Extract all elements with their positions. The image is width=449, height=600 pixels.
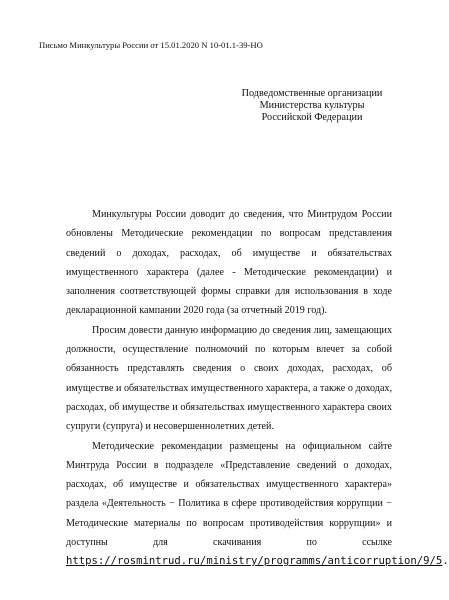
paragraph-3: Методические рекомендации размещены на официальном сайте Минтруда России в подразделе «Представление сведений о доходах, расходах, об имуществе и обязательствах имущественного характера» раздела «Деятельность − Политика в сфере противодействия коррупции − Методические материалы по вопросам противодействия коррупции» и доступны для скачивания по ссылке [66,440,392,549]
link-line [66,552,449,571]
addressee-line-2: Министерства культуры [259,100,365,111]
letter-body [66,205,449,572]
document-title: Письмо Минкультуры России от 15.01.2020 N 10-01.1-39-НО [39,40,263,50]
addressee-line-3: Российской Федерации [261,112,363,123]
link-trailing-period: . [442,555,449,568]
addressee-line-1: Подведомственные организации [241,88,383,99]
addressee-block [222,88,402,124]
methodology-link[interactable]: https://rosmintrud.ru/ministry/programms/anticorruption/9/5 [66,555,443,568]
paragraph-2: Просим довести данную информацию до сведения лиц, замещающих должности, осуществление полномочий по которым влечет за собой обязанность представлять сведения о своих доходах, расходах, об имуществе и обязательствах имущественного характера, а также о доходах, расходах, об имуществе и обязательствах имущественного характера своих супруги (супруга) и несовершеннолетних детей. [66,324,392,433]
paragraph-1: Минкультуры России доводит до сведения, что Минтрудом России обновлены Методические рекомендации по вопросам представления сведений о доходах, расходах, об имуществе и обязательствах имущественного характера (далее - Методические рекомендации) и заполнения соответствующей формы справки для использования в ходе декларационной кампании 2020 года (за отчетный 2019 год). [66,209,392,317]
